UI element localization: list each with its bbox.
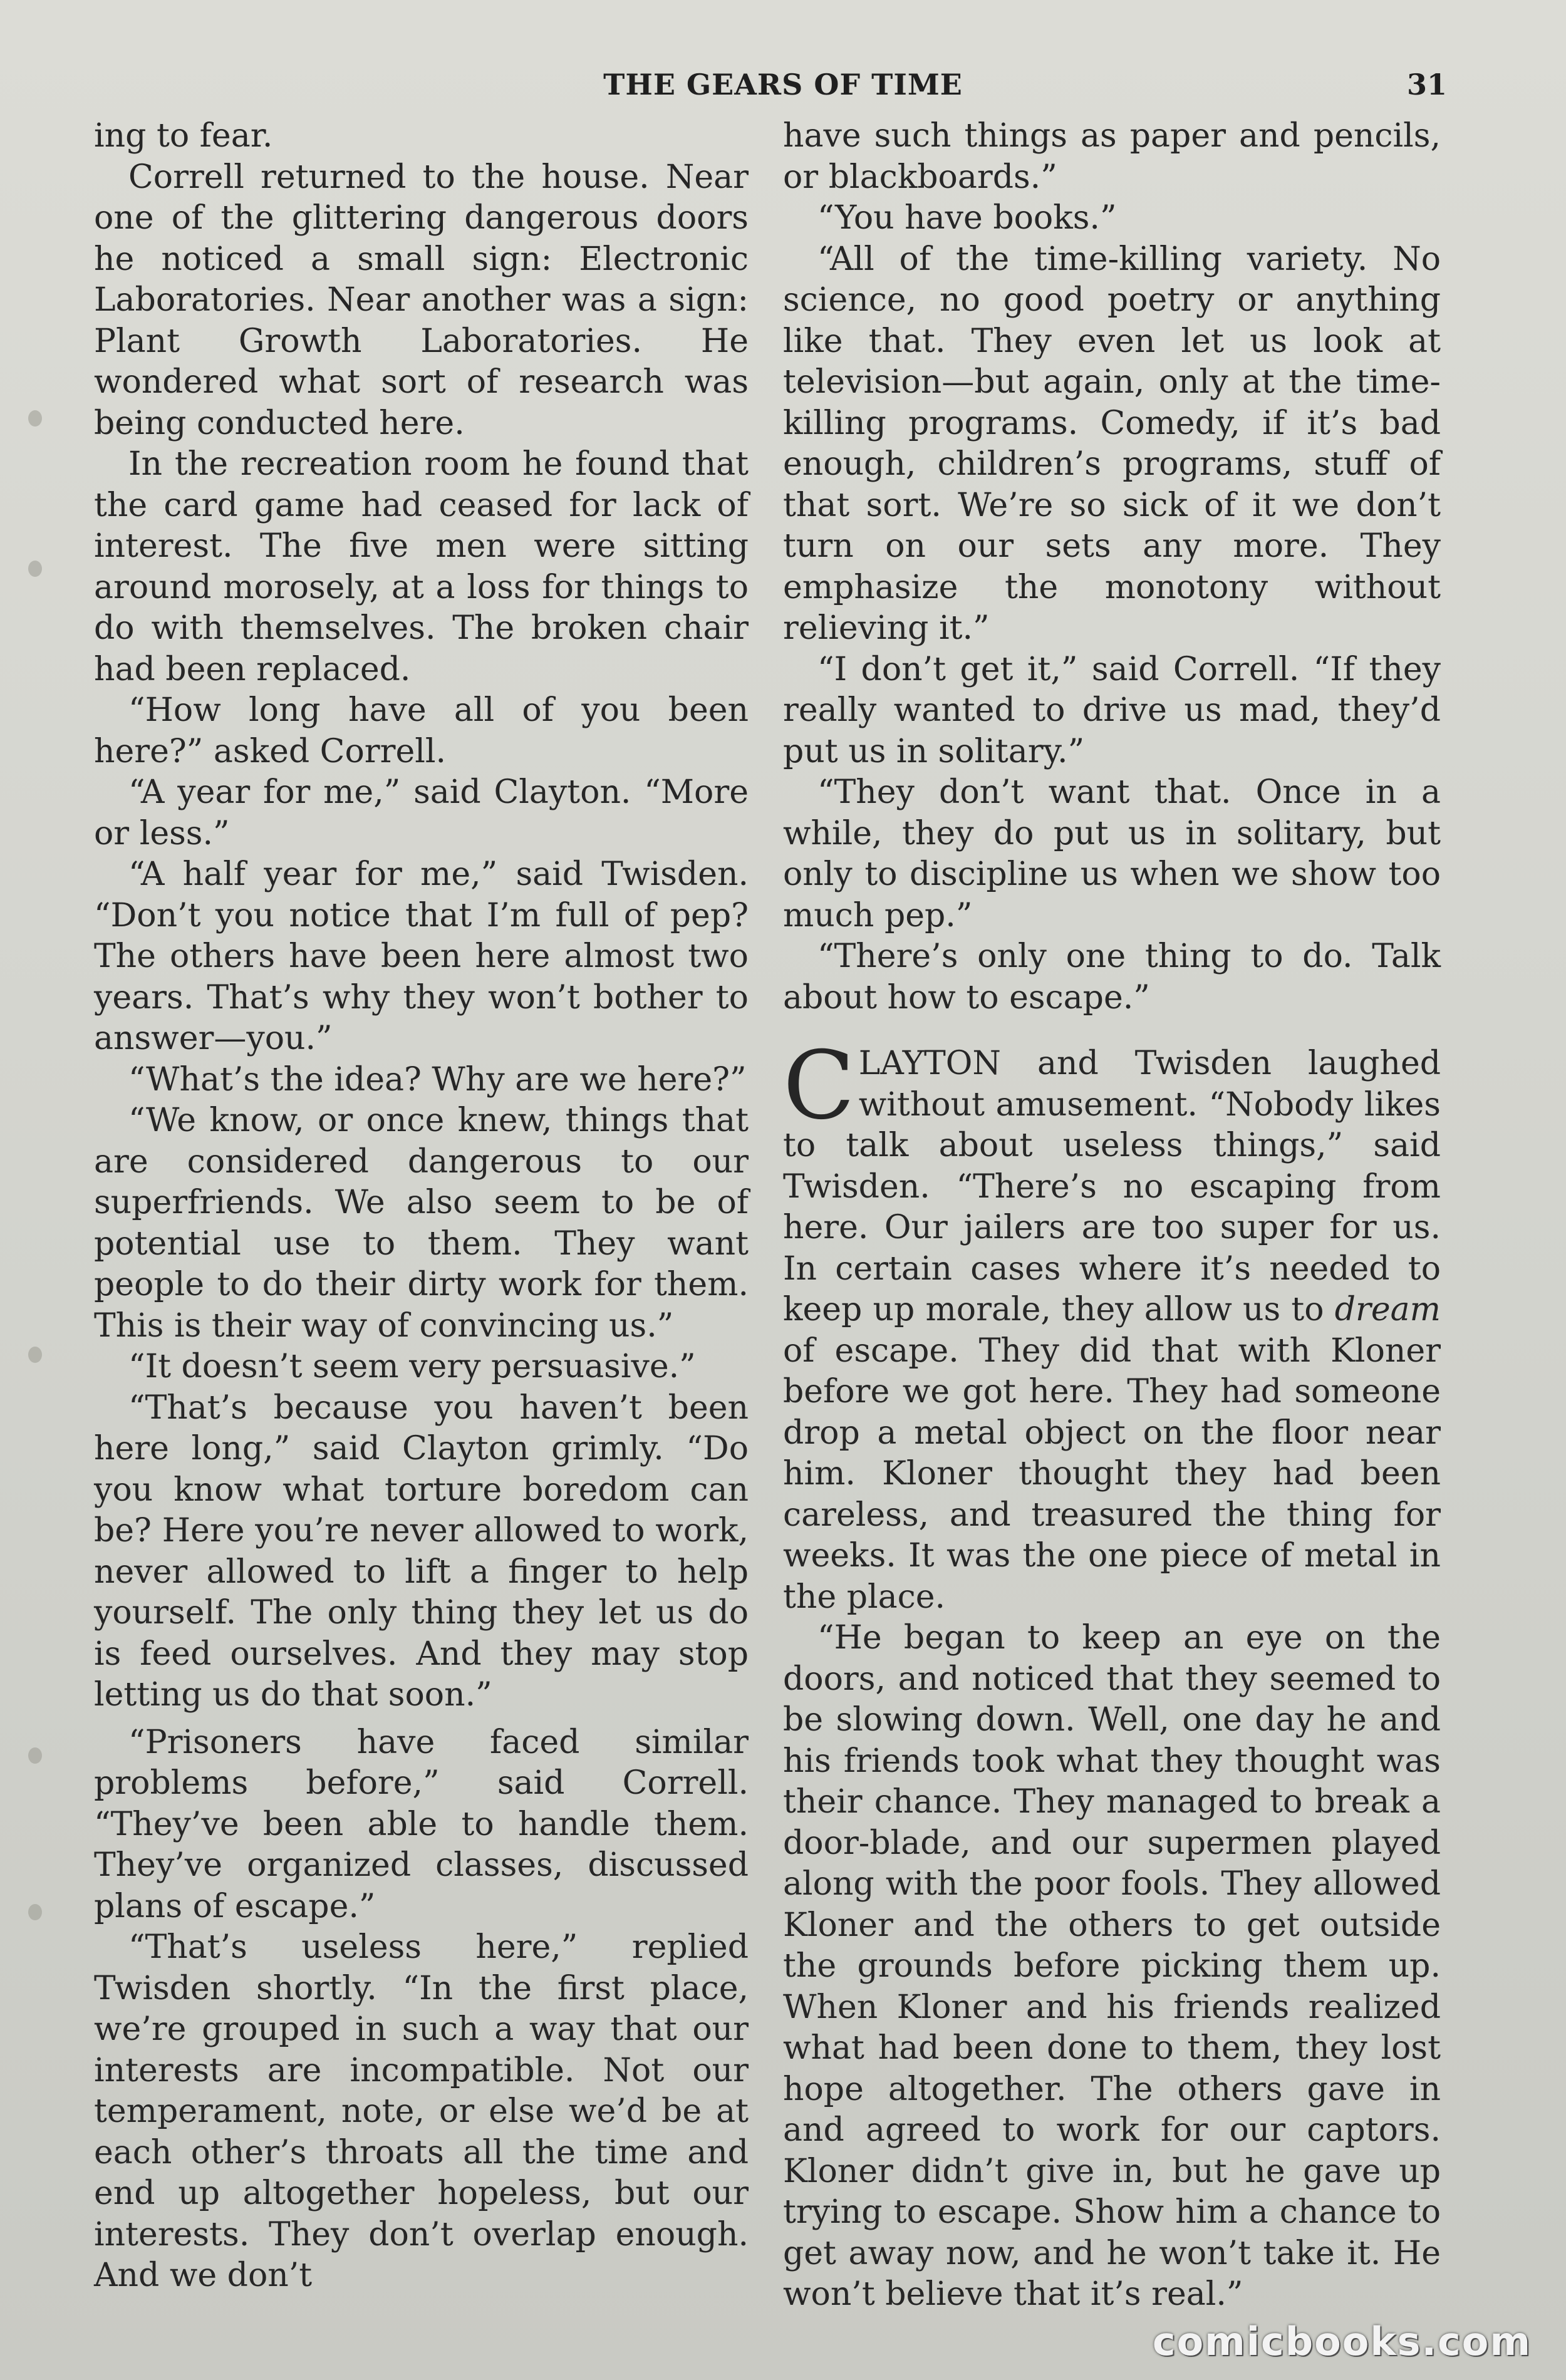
paragraph: “Prisoners have faced similar problems before,” said Correll. “They’ve been able to handle them. They’ve organized classes, discussed plans of escape.”	[94, 1723, 749, 1925]
right-column	[783, 116, 1441, 2315]
site-watermark: comicbooks.com	[1152, 2319, 1532, 2364]
binding-hole	[28, 410, 42, 427]
binding-hole	[28, 561, 42, 577]
paragraph: “That’s useless here,” replied Twisden shortly. “In the first place, we’re grouped in such a way that our interests are incompatible. Not our temperament, note, or else we’d be at each other’s throats all the time and end up altogether hopeless, but our interests. They don’t overlap enough. And we don’t	[94, 1928, 749, 2294]
paragraph-text: of escape. They did that with Kloner before we got here. They had someone drop a metal object on the floor near him. Kloner thought they had been careless, and treasured the thing for weeks. It was the one piece of metal in the place.	[783, 1332, 1441, 1616]
paragraph: “A year for me,” said Clayton. “More or less.”	[94, 773, 749, 852]
paragraph: “A half year for me,” said Twisden. “Don’t you notice that I’m full of pep? The others have been here almost two years. That’s why they won’t bother to answer—you.”	[94, 856, 749, 1057]
left-column	[94, 116, 749, 2297]
paragraph: “There’s only one thing to do. Talk about how to escape.”	[783, 938, 1441, 1017]
paragraph: have such things as paper and pencils, or blackboards.”	[783, 117, 1441, 196]
paragraph: “What’s the idea? Why are we here?”	[128, 1060, 747, 1099]
running-title: THE GEARS OF TIME	[603, 68, 963, 101]
binding-hole	[28, 1747, 42, 1764]
paragraph-text: LAYTON and Twisden laughed without amusement. “Nobody likes to talk about useless things,” said Twisden. “There’s no escaping from here. Our jailers are too super for us. In certain cases where it’s needed to keep up morale, they allow us to	[783, 1045, 1441, 1328]
paragraph: In the recreation room he found that the card game had ceased for lack of interest. The five men were sitting around morosely, at a loss for things to do with themselves. The broken chair had been replaced.	[94, 445, 749, 688]
paragraph: “It doesn’t seem very persuasive.”	[128, 1348, 696, 1385]
paragraph: “All of the time-killing variety. No science, no good poetry or anything like that. They even let us look at television—but again, only at the time-killing programs. Comedy, if it’s bad enough, children’s programs, stuff of that sort. We’re so sick of it we don’t turn on our sets any more. They emphasize the monotony without relieving it.”	[783, 240, 1441, 647]
emphasized-word: dream	[1334, 1291, 1441, 1328]
binding-hole	[28, 1904, 42, 1920]
paragraph: “I don’t get it,” said Correll. “If they really wanted to drive us mad, they’d put us in solitary.”	[783, 650, 1441, 770]
dropcap-paragraph	[783, 1032, 1441, 1618]
page-number: 31	[1406, 68, 1447, 101]
paragraph: ing to fear.	[94, 117, 273, 155]
paragraph: “That’s because you haven’t been here long,” said Clayton grimly. “Do you know what torture boredom can be? Here you’re never allowed to work, never allowed to lift a finger to help yourself. The only thing they let us do is feed ourselves. And they may stop letting us do that soon.”	[94, 1389, 749, 1714]
paragraph: “They don’t want that. Once in a while, they do put us in solitary, but only to discipline us when we show too much pep.”	[783, 773, 1441, 934]
paragraph: Correll returned to the house. Near one of the glittering dangerous doors he noticed a small sign: Electronic Laboratories. Near another was a sign: Plant Growth Laboratories. He wondered what sort of research was being conducted here.	[94, 158, 749, 442]
paragraph: “You have books.”	[817, 199, 1117, 237]
paragraph: “How long have all of you been here?” asked Correll.	[94, 691, 749, 770]
paragraph: “He began to keep an eye on the doors, and noticed that they seemed to be slowing down. Well, one day he and his friends took what they thought was their chance. They managed to break a door-blade, and our supermen played along with the poor fools. They allowed Kloner and the others to get outside the grounds before picking them up. When Kloner and his friends realized what had been done to them, they lost hope altogether. The others gave in and agreed to work for our captors. Kloner didn’t give in, but he gave up trying to escape. Show him a chance to get away now, and he won’t take it. He won’t believe that it’s real.”	[783, 1619, 1441, 2313]
paragraph: “We know, or once knew, things that are considered dangerous to our superfriends. We also seem to be of potential use to them. They want people to do their dirty work for them. This is their way of convincing us.”	[94, 1102, 749, 1345]
drop-cap-letter: C	[783, 1032, 855, 1141]
binding-hole	[28, 1347, 42, 1363]
